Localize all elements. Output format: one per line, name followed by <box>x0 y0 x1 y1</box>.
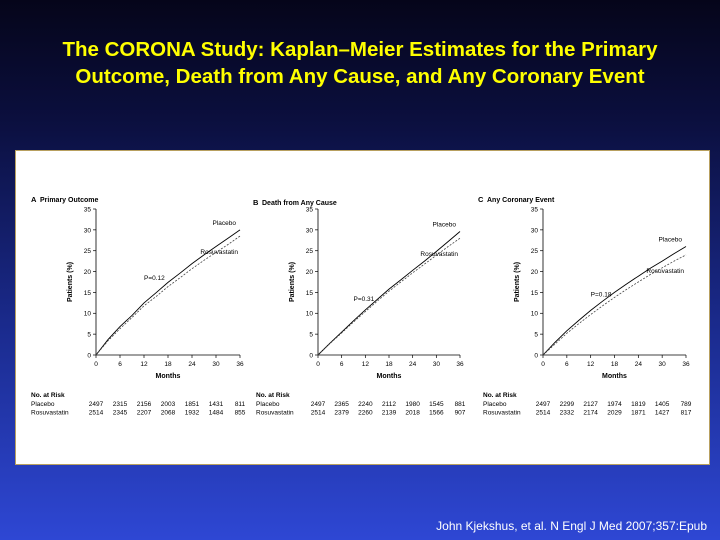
panel-c-risk-row-label: Rosuvastatin <box>483 409 521 417</box>
panel-c-y-tick-label: 5 <box>534 331 538 339</box>
panel-c-x-tick-label: 12 <box>587 361 595 368</box>
panel-a-p-value: P=0.12 <box>144 274 165 282</box>
panel-a-x-axis-label: Months <box>155 373 181 380</box>
panel-c-y-tick-label: 0 <box>534 352 538 360</box>
panel-b-risk-value: 1545 <box>429 401 444 408</box>
panel-c-x-tick-label: 0 <box>541 361 545 368</box>
panel-c-risk-row-label: Placebo <box>483 401 507 408</box>
panel-a-risk-value: 1932 <box>184 409 200 417</box>
panel-c-risk-value: 2497 <box>535 401 551 408</box>
panel-c-risk-value: 789 <box>680 401 692 408</box>
panel-c-risk-value: 2299 <box>559 401 575 408</box>
panel-b-y-axis-label: Patients (%) <box>289 261 296 303</box>
panel-b-risk-row-label: Placebo <box>256 401 280 408</box>
panel-b-y-tick-label: 10 <box>305 310 313 318</box>
panel-b-risk-value: 2018 <box>405 409 420 417</box>
panel-a-y-tick-label: 30 <box>83 227 91 235</box>
panel-c-x-tick-label: 18 <box>610 361 619 368</box>
panel-b-risk-value: 1980 <box>405 401 420 408</box>
panel-b-x-tick-label: 24 <box>409 361 417 368</box>
panel-c-x-axis-label: Months <box>602 373 627 380</box>
panel-a-risk-value: 2315 <box>112 401 128 408</box>
panel-a-risk-value: 2207 <box>136 409 152 417</box>
panel-c-risk-value: 2514 <box>535 409 551 417</box>
panel-b-y-tick-label: 15 <box>305 289 313 297</box>
panel-a-x-tick-label: 36 <box>236 361 244 368</box>
panel-a-risk-value: 2156 <box>136 401 152 408</box>
panel-a-risk-value: 2068 <box>160 409 176 417</box>
panel-b-title: Death from Any Cause <box>262 200 337 207</box>
panel-b-y-tick-label: 20 <box>305 268 313 276</box>
panel-a-y-tick-label: 25 <box>83 248 91 256</box>
panel-c-risk-header: No. at Risk <box>483 392 517 399</box>
panel-b-series-placebo-label: Placebo <box>432 221 456 229</box>
slide-title-line-2: Outcome, Death from Any Cause, and Any Coronary Event <box>75 65 645 88</box>
panel-b-x-tick-label: 12 <box>361 361 369 368</box>
panel-c-risk-value: 2127 <box>583 401 598 408</box>
panel-c-y-tick-label: 25 <box>530 248 538 256</box>
panel-c-risk-value: 1819 <box>631 401 646 408</box>
panel-c-y-tick-label: 35 <box>530 206 538 214</box>
panel-b-x-axis-label: Months <box>376 373 402 380</box>
panel-a-title: Primary Outcome <box>40 197 99 204</box>
panel-c-y-axis-label: Patients (%) <box>514 261 521 303</box>
citation: John Kjekshus, et al. N Engl J Med 2007;357:Epub <box>436 519 707 533</box>
panel-c-x-tick-label: 36 <box>682 361 690 368</box>
panel-c-p-value: P=0.18 <box>590 291 612 299</box>
panel-b-series-rosuvastatin-label: Rosuvastatin <box>420 251 458 259</box>
slide-title-line-1: The CORONA Study: Kaplan–Meier Estimates for the Primary <box>62 38 658 61</box>
panel-a-x-tick-label: 0 <box>94 361 98 368</box>
panel-b-risk-value: 2240 <box>358 401 373 408</box>
panel-b-risk-value: 881 <box>454 401 466 408</box>
panel-b-x-tick-label: 18 <box>385 361 393 368</box>
panel-b-risk-value: 2514 <box>310 409 326 417</box>
panel-a-y-axis-label: Patients (%) <box>67 261 74 303</box>
panel-a-risk-row-label: Rosuvastatin <box>31 409 69 417</box>
panel-b-y-tick-label: 0 <box>309 352 313 360</box>
panel-c-title: Any Coronary Event <box>487 197 555 204</box>
panel-a-y-tick-label: 5 <box>87 331 91 339</box>
panel-a-risk-value: 2003 <box>160 401 176 408</box>
panel-c-x-tick-label: 24 <box>634 361 642 368</box>
panel-a-x-tick-label: 24 <box>188 361 196 368</box>
panel-c-y-tick-label: 20 <box>530 268 538 276</box>
panel-b-risk-value: 1566 <box>429 409 444 417</box>
panel-a-y-tick-label: 0 <box>87 352 91 360</box>
panel-a-x-tick-label: 30 <box>212 361 220 368</box>
panel-a-risk-value: 811 <box>234 401 246 408</box>
panel-b-risk-value: 907 <box>454 409 466 417</box>
panel-c-risk-value: 1405 <box>654 401 670 408</box>
panel-b-y-tick-label: 30 <box>305 227 313 235</box>
panel-a-x-tick-label: 18 <box>164 361 172 368</box>
panel-c-risk-value: 817 <box>680 409 692 417</box>
panel-b-risk-value: 2112 <box>382 401 396 408</box>
panel-c-risk-value: 1871 <box>631 409 646 417</box>
panel-b-risk-value: 2379 <box>334 409 349 417</box>
panel-c-x-tick-label: 6 <box>565 361 569 368</box>
panel-c-y-tick-label: 15 <box>530 289 538 297</box>
panel-c-series-placebo-line <box>543 247 686 356</box>
panel-b-risk-value: 2365 <box>334 401 349 408</box>
panel-c-series-rosuvastatin-label: Rosuvastatin <box>646 267 684 275</box>
panel-c-series-placebo-label: Placebo <box>658 236 682 244</box>
panel-c-y-tick-label: 30 <box>530 227 538 235</box>
panel-a-risk-value: 1431 <box>208 401 224 408</box>
panel-a-risk-value: 2514 <box>88 409 104 417</box>
panel-a-letter: A <box>31 195 37 204</box>
kaplan-meier-figure <box>16 151 709 464</box>
panel-a-y-tick-label: 15 <box>83 289 91 297</box>
panel-b-x-tick-label: 0 <box>316 361 320 368</box>
panel-b-x-tick-label: 6 <box>339 361 344 368</box>
slide-title <box>0 36 720 90</box>
panel-b-risk-header: No. at Risk <box>256 392 290 399</box>
panel-b-risk-value: 2260 <box>358 409 373 417</box>
panel-b-letter: B <box>253 198 259 207</box>
panel-a-risk-value: 2345 <box>112 409 128 417</box>
panel-b-risk-value: 2139 <box>381 409 397 417</box>
panel-b-y-tick-label: 35 <box>305 206 313 214</box>
panel-a-y-tick-label: 20 <box>83 268 91 276</box>
panel-a-series-rosuvastatin-label: Rosuvastatin <box>200 249 238 257</box>
panel-b-x-tick-label: 30 <box>432 361 440 368</box>
figure-panel <box>15 150 710 465</box>
panel-c-risk-value: 2332 <box>559 409 575 417</box>
panel-a-x-tick-label: 6 <box>118 361 122 368</box>
panel-c-risk-value: 2029 <box>607 409 622 417</box>
panel-c-risk-value: 2174 <box>583 409 598 417</box>
panel-a-y-tick-label: 10 <box>83 310 91 318</box>
panel-c-letter: C <box>478 195 484 204</box>
panel-c-risk-value: 1974 <box>607 401 622 408</box>
panel-b-y-tick-label: 25 <box>305 248 313 256</box>
panel-b-risk-value: 2497 <box>310 401 326 408</box>
panel-a-risk-header: No. at Risk <box>31 392 65 399</box>
panel-a-risk-value: 2497 <box>88 401 104 408</box>
panel-b-p-value: P=0.31 <box>353 295 375 303</box>
panel-c-y-tick-label: 10 <box>530 310 538 318</box>
panel-a-risk-value: 1484 <box>208 409 224 417</box>
panel-a-risk-value: 855 <box>234 409 246 417</box>
panel-a-risk-value: 1851 <box>184 401 200 408</box>
panel-b-risk-row-label: Rosuvastatin <box>256 409 294 417</box>
panel-b-x-tick-label: 36 <box>456 361 464 368</box>
panel-b-y-tick-label: 5 <box>309 331 313 339</box>
panel-c-x-tick-label: 30 <box>658 361 666 368</box>
panel-a-risk-row-label: Placebo <box>31 401 55 408</box>
panel-b-series-placebo-line <box>318 232 460 356</box>
panel-a-y-tick-label: 35 <box>83 206 91 214</box>
panel-a-x-tick-label: 12 <box>140 361 148 368</box>
panel-a-series-placebo-label: Placebo <box>212 219 236 227</box>
panel-c-risk-value: 1427 <box>654 409 670 417</box>
